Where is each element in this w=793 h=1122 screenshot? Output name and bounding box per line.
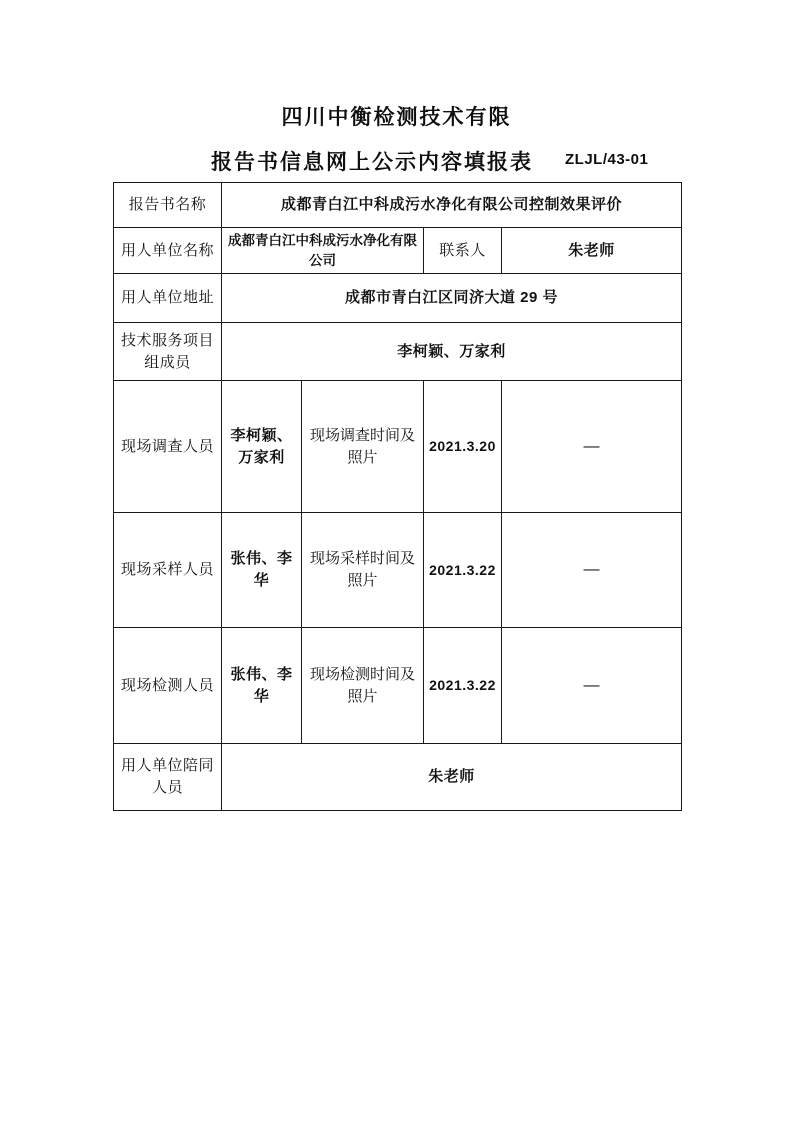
field-label-employer-name: 用人单位名称 (114, 228, 222, 274)
field-label-contact: 联系人 (424, 228, 502, 274)
field-value-contact: 朱老师 (502, 228, 682, 274)
table-row-report-name (114, 183, 682, 228)
field-value-report-name: 成都青白江中科成污水净化有限公司控制效果评价 (222, 183, 682, 228)
field-label-report-name: 报告书名称 (114, 183, 222, 228)
field-label-testing-time-photo: 现场检测时间及照片 (302, 628, 424, 744)
field-value-survey-date: 2021.3.20 (424, 381, 502, 513)
field-value-testing-date: 2021.3.22 (424, 628, 502, 744)
table-row-sampling-personnel (114, 513, 682, 628)
sampling-photo-placeholder: — (502, 513, 682, 628)
field-label-survey-time-photo: 现场调查时间及照片 (302, 381, 424, 513)
field-label-accompanying-personnel: 用人单位陪同人员 (114, 744, 222, 811)
document-title: 四川中衡检测技术有限 (281, 106, 512, 129)
field-label-testing-personnel: 现场检测人员 (114, 628, 222, 744)
field-value-sampling-date: 2021.3.22 (424, 513, 502, 628)
field-value-testing-personnel: 张伟、李华 (222, 628, 302, 744)
field-label-sampling-time-photo: 现场采样时间及照片 (302, 513, 424, 628)
table-row-employer-name (114, 228, 682, 274)
field-value-project-team: 李柯颖、万家利 (222, 323, 682, 381)
field-label-project-team: 技术服务项目组成员 (114, 323, 222, 381)
field-value-employer-name: 成都青白江中科成污水净化有限公司 (222, 228, 424, 274)
table-row-project-team (114, 323, 682, 381)
field-value-sampling-personnel: 张伟、李华 (222, 513, 302, 628)
document-number: ZLJL/43-01 (565, 151, 649, 168)
field-label-employer-address: 用人单位地址 (114, 274, 222, 323)
report-form-table (113, 182, 682, 811)
subtitle-row (0, 146, 793, 174)
field-value-survey-personnel: 李柯颖、万家利 (222, 381, 302, 513)
field-value-employer-address: 成都市青白江区同济大道 29 号 (222, 274, 682, 323)
testing-photo-placeholder: — (502, 628, 682, 744)
field-label-survey-personnel: 现场调查人员 (114, 381, 222, 513)
table-row-accompanying-personnel (114, 744, 682, 811)
field-value-accompanying-personnel: 朱老师 (222, 744, 682, 811)
document-subtitle: 报告书信息网上公示内容填报表 (211, 151, 533, 174)
table-row-survey-personnel (114, 381, 682, 513)
table-row-testing-personnel (114, 628, 682, 744)
survey-photo-placeholder: — (502, 381, 682, 513)
table-row-employer-address (114, 274, 682, 323)
field-label-sampling-personnel: 现场采样人员 (114, 513, 222, 628)
